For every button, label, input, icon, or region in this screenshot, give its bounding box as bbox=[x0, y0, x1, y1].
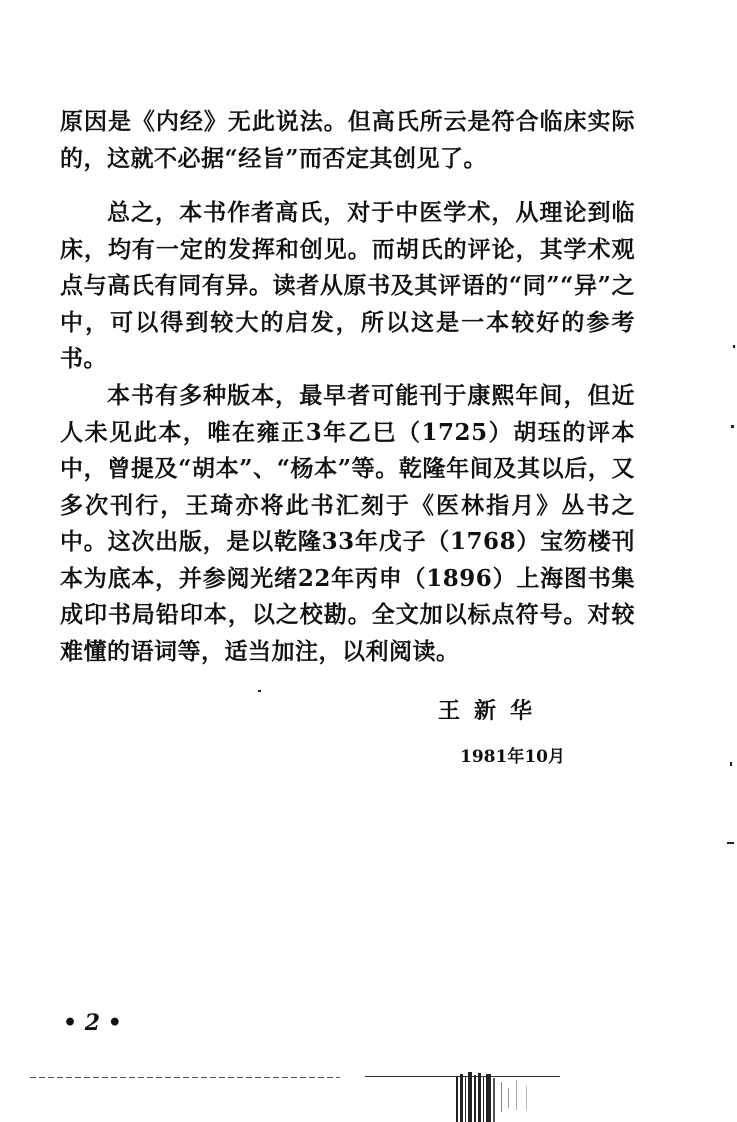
scan-edge-line bbox=[30, 1077, 340, 1078]
author-name: 王新华 bbox=[438, 698, 547, 724]
scan-speck bbox=[258, 690, 261, 692]
signature-date: 1981年10月 bbox=[460, 747, 565, 767]
scan-barcode-artifact bbox=[456, 1072, 538, 1122]
scan-speck bbox=[733, 345, 735, 348]
paragraph-3: 本书有多种版本，最早者可能刊于康熙年间，但近人未见此本，唯在雍正3年乙巳（1725）胡珏的评本中，曾提及“胡本”、“杨本”等。乾隆年间及其以后，又多次刊行，王琦亦将此书汇刻于《医林指月》丛书之中。这次出版，是以乾隆33年戊子（1768）宝笏楼刊本为底本，并参阅光绪22年丙申（1896）上海图书集成印书局铅印本，以之校勘。全文加以标点符号。对较难懂的语词等，适当加注，以利阅读。 bbox=[60, 382, 635, 665]
scan-speck bbox=[730, 762, 732, 766]
scan-speck bbox=[727, 842, 734, 844]
scan-speck bbox=[731, 425, 734, 428]
paragraph-1: 原因是《内经》无此说法。但高氏所云是符合临床实际的，这就不必据“经旨”而否定其创见了。 bbox=[60, 108, 635, 172]
paragraph-2: 总之，本书作者高氏，对于中医学术，从理论到临床，均有一定的发挥和创见。而胡氏的评论，其学术观点与高氏有同有异。读者从原书及其评语的“同”“异”之中，可以得到较大的启发，所以这是一本较好的参考书。 bbox=[60, 199, 635, 372]
page-number: • 2 • bbox=[63, 1010, 122, 1036]
